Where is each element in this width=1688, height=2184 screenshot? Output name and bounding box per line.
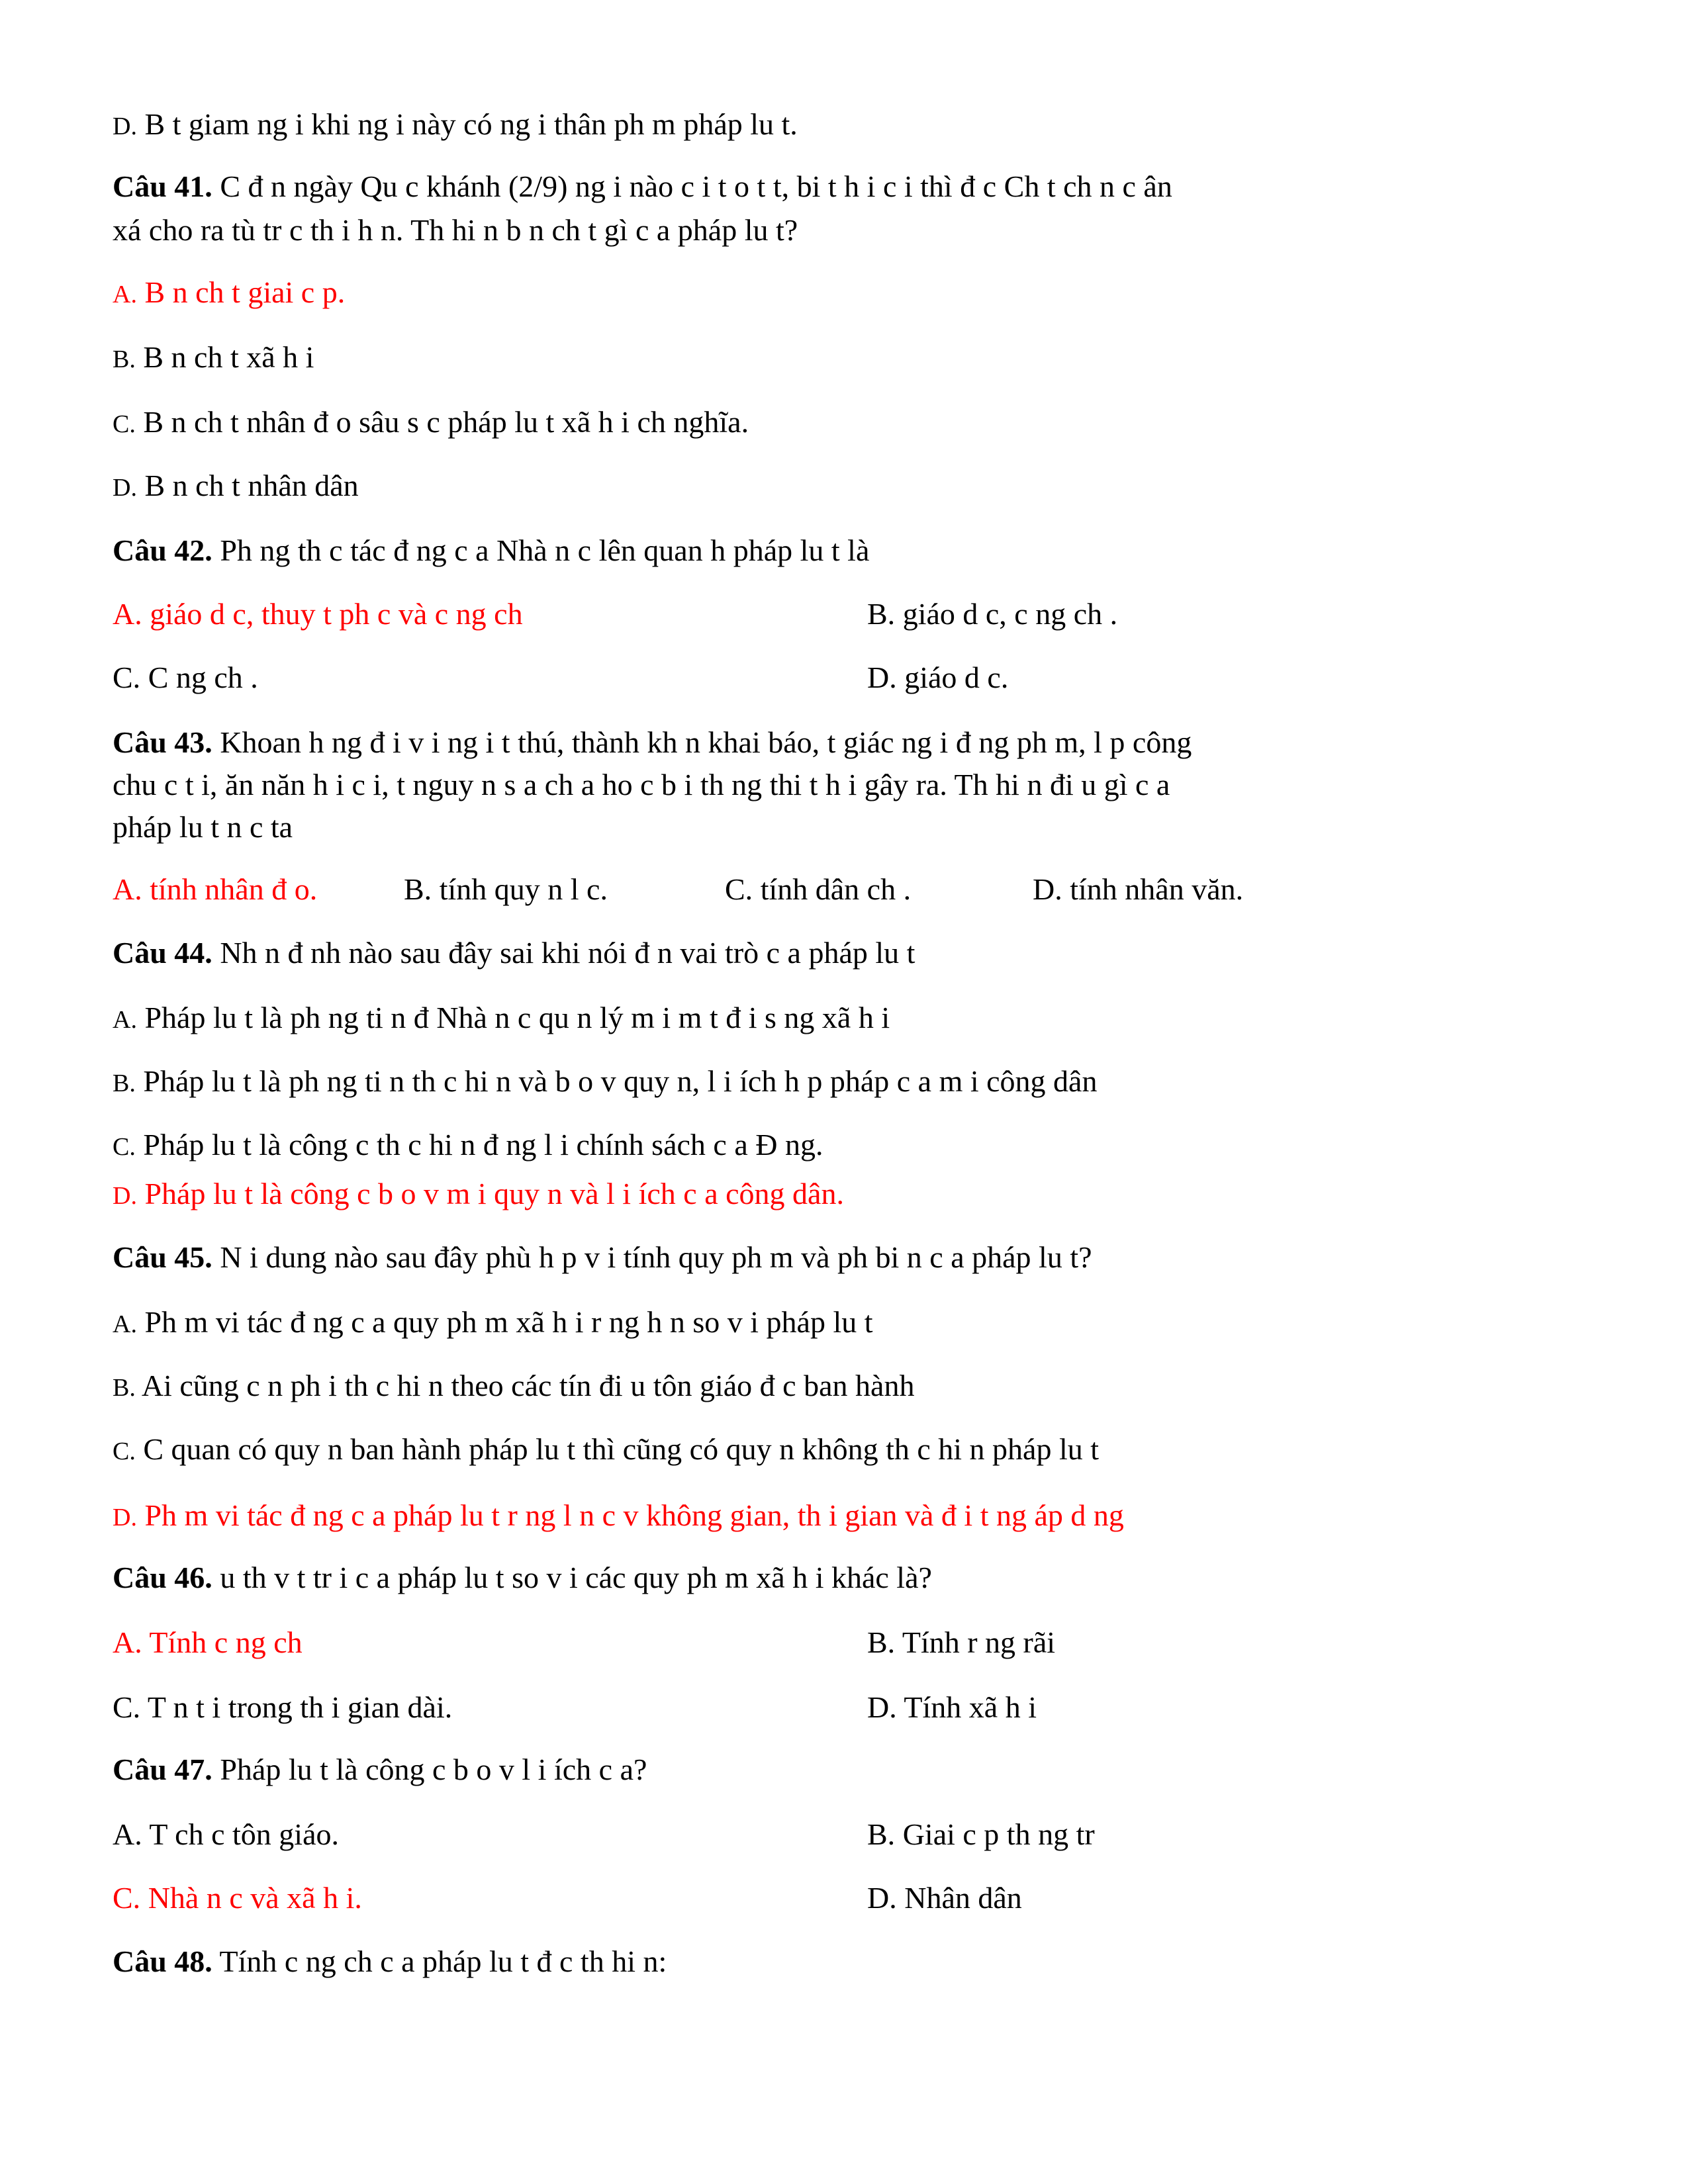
option-text: T ch c tôn giáo. <box>149 1817 339 1851</box>
option-key: A. <box>113 1817 142 1851</box>
answer-option-row <box>113 596 1569 633</box>
answer-option-row <box>113 1624 1569 1661</box>
option-text: tính quy n l c. <box>439 872 608 906</box>
answer-option-row <box>113 659 1569 696</box>
answer-option-left <box>113 660 258 694</box>
option-text: giáo d c, thuy t ph c và c ng ch <box>150 597 523 631</box>
answer-option-right <box>867 1689 1037 1726</box>
answer-option-left <box>113 1690 452 1724</box>
answer-option-row <box>113 1689 1569 1726</box>
option-text: Pháp lu t là ph ng ti n đ Nhà n c qu n lý m i m t đ i s ng xã h i <box>144 1001 890 1034</box>
answer-option <box>113 1497 1124 1536</box>
option-text: T n t i trong th i gian dài. <box>147 1690 453 1724</box>
answer-option <box>113 404 749 443</box>
answer-option <box>1033 871 1243 908</box>
question-number: Câu 43. <box>113 725 212 759</box>
option-text: Pháp lu t là công c th c hi n đ ng l i chính sách c a Đ ng. <box>143 1128 823 1161</box>
option-key: A. <box>113 872 142 906</box>
option-text: Tính xã h i <box>904 1690 1037 1724</box>
option-key: D. <box>1033 872 1062 906</box>
question-number: Câu 42. <box>113 533 212 567</box>
option-key: C. <box>113 660 141 694</box>
option-text: Giai c p th ng tr <box>902 1817 1095 1851</box>
answer-option-right <box>867 596 1117 633</box>
option-text: giáo d c, c ng ch . <box>902 597 1118 631</box>
option-text: B t giam ng i khi ng i này có ng i thân ph m pháp lu t. <box>144 107 798 141</box>
answer-option <box>113 339 314 378</box>
question-number: Câu 44. <box>113 936 212 970</box>
question-text: N i dung nào sau đây phù h p v i tính quy ph m và ph bi n c a pháp lu t? <box>220 1240 1092 1274</box>
question-stem <box>113 168 1172 205</box>
option-text: B n ch t nhân đ o sâu s c pháp lu t xã h i ch nghĩa. <box>143 405 749 439</box>
option-key: A. <box>113 1625 142 1659</box>
question-text: Nh n đ nh nào sau đây sai khi nói đ n vai trò c a pháp lu t <box>220 936 915 970</box>
option-key: B. <box>113 1374 136 1402</box>
question-number: Câu 45. <box>113 1240 212 1274</box>
option-key: D. <box>113 474 137 502</box>
answer-option-left <box>113 1817 339 1851</box>
option-text: Pháp lu t là công c b o v m i quy n và l i ích c a công dân. <box>144 1177 844 1210</box>
answer-option <box>113 871 317 908</box>
option-key: B. <box>404 872 432 906</box>
question-text: Pháp lu t là công c b o v l i ích c a? <box>220 1752 647 1786</box>
option-text: tính nhân văn. <box>1070 872 1244 906</box>
question-text-continued: pháp lu t n c ta <box>113 810 293 844</box>
option-text: Pháp lu t là ph ng ti n th c hi n và b o v quy n, l i ích h p pháp c a m i công dân <box>143 1064 1098 1098</box>
answer-option <box>725 871 911 908</box>
answer-option-row <box>113 1880 1569 1917</box>
option-key: D. <box>867 1881 897 1915</box>
answer-option <box>113 1367 914 1406</box>
option-key: C. <box>113 1437 136 1465</box>
option-key: C. <box>725 872 753 906</box>
option-text: Ai cũng c n ph i th c hi n theo các tín đi u tôn giáo đ c ban hành <box>141 1369 915 1402</box>
option-key: A. <box>113 1310 137 1338</box>
question-number: Câu 47. <box>113 1752 212 1786</box>
answer-option-left <box>113 1625 303 1659</box>
question-text: Ph ng th c tác đ ng c a Nhà n c lên quan h pháp lu t là <box>220 533 870 567</box>
question-stem <box>113 1239 1092 1276</box>
option-text: B n ch t giai c p. <box>144 275 346 309</box>
option-text: Ph m vi tác đ ng c a quy ph m xã h i r ng h n so v i pháp lu t <box>144 1305 873 1339</box>
answer-option-left <box>113 597 523 631</box>
question-stem <box>113 1943 667 1980</box>
answer-option <box>113 1175 844 1214</box>
answer-option <box>113 999 890 1038</box>
option-key: B. <box>867 1625 896 1659</box>
answer-option <box>113 1063 1097 1102</box>
answer-option-right <box>867 1816 1095 1853</box>
answer-option <box>113 467 359 506</box>
option-text: Tính c ng ch <box>149 1625 303 1659</box>
answer-option-right <box>867 1880 1022 1917</box>
question-text: C đ n ngày Qu c khánh (2/9) ng i nào c i t o t t, bi t h i c i thì đ c Ch t ch n c ân <box>220 169 1172 203</box>
option-text: Ph m vi tác đ ng c a pháp lu t r ng l n c v không gian, th i gian và đ i t ng áp d ng <box>144 1498 1124 1532</box>
option-text: giáo d c. <box>904 660 1009 694</box>
option-text: Tính r ng rãi <box>902 1625 1056 1659</box>
answer-option-left <box>113 1881 362 1915</box>
option-key: A. <box>113 597 142 631</box>
question-number: Câu 48. <box>113 1944 212 1978</box>
answer-option <box>113 1304 873 1343</box>
option-key: D. <box>113 1182 137 1210</box>
question-stem <box>113 724 1192 761</box>
option-key: A. <box>113 1006 137 1034</box>
question-stem <box>113 1559 932 1596</box>
answer-option-right <box>867 1624 1055 1661</box>
question-stem <box>113 532 869 569</box>
option-key: D. <box>113 1504 137 1531</box>
option-key: D. <box>867 1690 897 1724</box>
option-key: D. <box>113 113 137 140</box>
question-text-continued: chu c t i, ăn năn h i c i, t nguy n s a ch a ho c b i th ng thi t h i gây ra. Th hi n đi u gì c a <box>113 768 1170 801</box>
question-text: u th v t tr i c a pháp lu t so v i các quy ph m xã h i khác là? <box>220 1561 932 1594</box>
option-key: C. <box>113 1881 141 1915</box>
option-text: Nhân dân <box>904 1881 1022 1915</box>
answer-option <box>113 274 345 313</box>
option-text: C ng ch . <box>148 660 258 694</box>
option-text: B n ch t xã h i <box>143 340 314 374</box>
option-key: C. <box>113 410 136 438</box>
question-text: Khoan h ng đ i v i ng i t thú, thành kh n khai báo, t giác ng i đ ng ph m, l p công <box>220 725 1192 759</box>
option-text: tính nhân đ o. <box>150 872 318 906</box>
option-key: D. <box>867 660 897 694</box>
answer-option-right <box>867 659 1008 696</box>
option-key: C. <box>113 1690 141 1724</box>
option-key: B. <box>113 1069 136 1097</box>
answer-option <box>113 106 798 145</box>
question-text-continued: xá cho ra tù tr c th i h n. Th hi n b n ch t gì c a pháp lu t? <box>113 213 798 247</box>
option-key: B. <box>867 597 896 631</box>
answer-option <box>113 1431 1099 1470</box>
question-number: Câu 46. <box>113 1561 212 1594</box>
question-number: Câu 41. <box>113 169 212 203</box>
option-text: Nhà n c và xã h i. <box>148 1881 362 1915</box>
question-text: Tính c ng ch c a pháp lu t đ c th hi n: <box>219 1944 667 1978</box>
question-stem <box>113 1751 647 1788</box>
answer-option-row <box>113 1816 1569 1853</box>
option-key: C. <box>113 1133 136 1161</box>
question-stem <box>113 934 915 972</box>
answer-option <box>113 1126 823 1165</box>
option-key: A. <box>113 281 137 308</box>
option-key: B. <box>113 345 136 373</box>
option-text: C quan có quy n ban hành pháp lu t thì cũng có quy n không th c hi n pháp lu t <box>143 1432 1100 1466</box>
option-text: tính dân ch . <box>760 872 912 906</box>
option-key: B. <box>867 1817 896 1851</box>
option-text: B n ch t nhân dân <box>144 469 359 502</box>
answer-option <box>404 871 608 908</box>
